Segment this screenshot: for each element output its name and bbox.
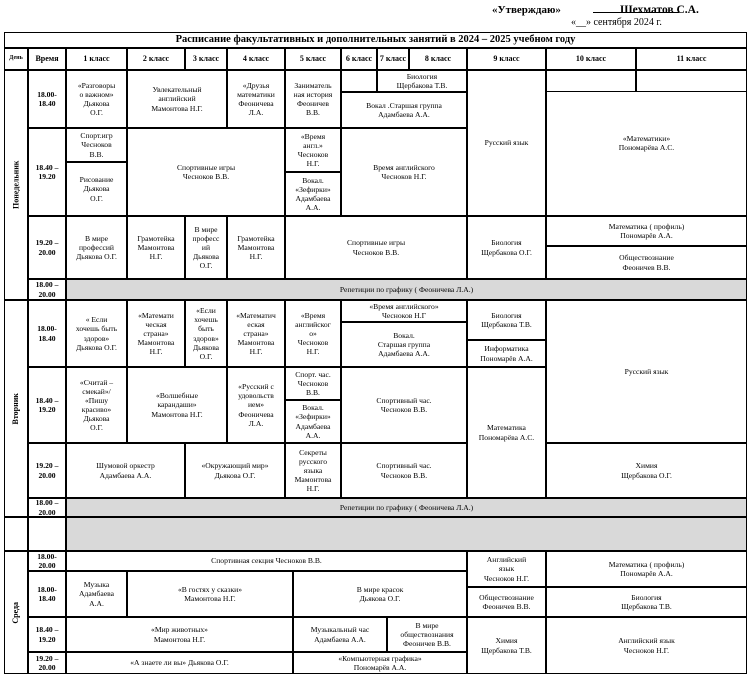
lesson-cell: «Окружающий мир» Дьякова О.Г. (185, 443, 285, 498)
empty-cell (4, 517, 28, 551)
col-header-class-8: 8 класс (409, 48, 467, 70)
col-header-time: Время (28, 48, 66, 70)
lesson-cell: Вокал. Старшая группа Адамбаева А.А. (341, 322, 467, 367)
lesson-cell: Музыка Адамбаева А.А. (66, 571, 127, 617)
empty-cell (636, 70, 747, 92)
lesson-cell: Спортивные игры Чесноков В.В. (127, 128, 285, 216)
approval-date: «__» сентября 2024 г. (571, 17, 662, 28)
empty-cell (341, 70, 377, 92)
lesson-cell: Рисование Дьякова О.Г. (66, 162, 127, 216)
time-slot: 18.00 – 20.00 (28, 279, 66, 300)
lesson-cell: Грамотейка Мамонтова Н.Г. (127, 216, 185, 279)
time-slot: 19.20 – 20.00 (28, 443, 66, 498)
lesson-cell: Спортивная секция Чесноков В.В. (66, 551, 467, 571)
lesson-cell: Спортивный час. Чесноков В.В. (341, 367, 467, 443)
rehearsal-row: Репетиции по графику ( Феоничева Л.А.) (66, 498, 747, 517)
lesson-cell: «Считай – смекай»/ «Пишу красиво» Дьякова О.Г. (66, 367, 127, 443)
col-header-class-3: 3 класс (185, 48, 227, 70)
day-wednesday-label: Среда (11, 601, 21, 624)
lesson-cell: Время английского Чесноков Н.Г. (341, 128, 467, 216)
day-monday (4, 70, 28, 300)
lesson-cell: Вокал .Старшая группа Адамбаева А.А. (341, 92, 467, 128)
lesson-cell: Информатика Пономарёв А.А. (467, 340, 546, 367)
lesson-cell: В мире профессий Дьякова О.Г. (66, 216, 127, 279)
lesson-cell: «Время английског о» Чесноков Н.Г. (285, 300, 341, 367)
lesson-cell: Русский язык (546, 300, 747, 443)
lesson-cell: Увлекательный английский Мамонтова Н.Г. (127, 70, 227, 128)
lesson-cell: Английский язык Чесноков Н.Г. (467, 551, 546, 587)
lesson-cell: «Русский с удовольств ием» Феоничева Л.А. (227, 367, 285, 443)
lesson-cell: Математика ( профиль) Пономарёв А.А. (546, 551, 747, 587)
col-header-class-6: 6 класс (341, 48, 377, 70)
col-header-class-1: 1 класс (66, 48, 127, 70)
col-header-day: День (4, 48, 28, 70)
lesson-cell: Биология Щербакова Т.В. (546, 587, 747, 617)
empty-gray-row (66, 517, 747, 551)
lesson-cell: «Математи ческая страна» Мамонтова Н.Г. (127, 300, 185, 367)
day-monday-label: Понедельник (11, 160, 21, 210)
time-slot: 18.40 – 19.20 (28, 367, 66, 443)
lesson-cell: Спорт. час. Чесноков В.В. (285, 367, 341, 400)
lesson-cell: В мире професс ий Дьякова О.Г. (185, 216, 227, 279)
lesson-cell: «Компьютерная графика» Пономарёв А.А. (293, 652, 467, 674)
lesson-cell: Вокал. «Зефирки» Адамбаева А.А. (285, 172, 341, 216)
lesson-cell: В мире обществознания Феоничев В.В. (387, 617, 467, 652)
time-slot: 18.00- 20.00 (28, 551, 66, 571)
lesson-cell: «Друзья математики Феоничева Л.А. (227, 70, 285, 128)
approver-name: Шехматов С.А. (620, 4, 699, 16)
lesson-cell: Шумовой оркестр Адамбаева А.А. (66, 443, 185, 498)
lesson-cell: Биология Щербакова Т.В. (467, 300, 546, 340)
col-header-class-7: 7 класс (377, 48, 409, 70)
day-wednesday (4, 551, 28, 674)
lesson-cell: Музыкальный час Адамбаева А.А. (293, 617, 387, 652)
lesson-cell: Секреты русского языка Мамонтова Н.Г. (285, 443, 341, 498)
rehearsal-row: Репетиции по графику ( Феоничева Л.А.) (66, 279, 747, 300)
col-header-class-11: 11 класс (636, 48, 747, 70)
empty-cell (28, 517, 66, 551)
lesson-cell: Математика Пономарёва А.С. (467, 367, 546, 498)
col-header-class-5: 5 класс (285, 48, 341, 70)
time-slot: 18.00- 18.40 (28, 571, 66, 617)
approval-header (0, 0, 750, 32)
day-tuesday (4, 300, 28, 517)
lesson-cell: «Разговоры о важном» Дьякова О.Г. (66, 70, 127, 128)
lesson-cell: Химия Щербакова О.Г. (546, 443, 747, 498)
lesson-cell: Обществознание Феоничев В.В. (467, 587, 546, 617)
time-slot: 18.00- 18.40 (28, 300, 66, 367)
time-slot: 19.20 – 20.00 (28, 216, 66, 279)
lesson-cell: Спортивные игры Чесноков В.В. (285, 216, 467, 279)
col-header-class-9: 9 класс (467, 48, 546, 70)
table-title: Расписание факультативных и дополнительных занятий в 2024 – 2025 учебном году (4, 32, 747, 48)
lesson-cell: Английский язык Чесноков Н.Г. (546, 617, 747, 674)
lesson-cell: « Если хочешь быть здоров» Дьякова О.Г. (66, 300, 127, 367)
empty-cell (546, 70, 636, 92)
time-slot: 18.40 – 19.20 (28, 128, 66, 216)
time-slot: 19.20 – 20.00 (28, 652, 66, 674)
lesson-cell: Грамотейка Мамонтова Н.Г. (227, 216, 285, 279)
lesson-cell: «Математич еская страна» Мамонтова Н.Г. (227, 300, 285, 367)
time-slot: 18.00 – 20.00 (28, 498, 66, 517)
lesson-cell: «Время англ.» Чесноков Н.Г. (285, 128, 341, 172)
lesson-cell: «В гостях у сказки» Мамонтова Н.Г. (127, 571, 293, 617)
time-slot: 18.00- 18.40 (28, 70, 66, 128)
lesson-cell: Спортивный час. Чесноков В.В. (341, 443, 467, 498)
lesson-cell: Заниматель ная история Феоничев В.В. (285, 70, 341, 128)
lesson-cell: Спорт.игр Чесноков В.В. (66, 128, 127, 162)
lesson-cell: Математика ( профиль) Пономарёв А.А. (546, 216, 747, 246)
lesson-cell: Химия Щербакова Т.В. (467, 617, 546, 674)
col-header-class-10: 10 класс (546, 48, 636, 70)
lesson-cell: «Время английского» Чесноков Н.Г (341, 300, 467, 322)
approve-label: «Утверждаю» (492, 4, 561, 16)
lesson-cell: «Если хочешь быть здоров» Дьякова О.Г. (185, 300, 227, 367)
col-header-class-4: 4 класс (227, 48, 285, 70)
lesson-cell: Биология Щербакова О.Г. (467, 216, 546, 279)
lesson-cell: В мире красок Дьякова О.Г. (293, 571, 467, 617)
lesson-cell: Русский язык (467, 70, 546, 216)
lesson-cell: Биология Щербакова Т.В. (377, 70, 467, 92)
lesson-cell: «Математики» Пономарёва А.С. (618, 133, 675, 152)
lesson-cell: Вокал. «Зефирки» Адамбаева А.А. (285, 400, 341, 443)
day-tuesday-label: Вторник (11, 392, 21, 425)
time-slot: 18.40 – 19.20 (28, 617, 66, 652)
lesson-cell: «Мир животных» Мамонтова Н.Г. (66, 617, 293, 652)
lesson-cell: «А знаете ли вы» Дьякова О.Г. (66, 652, 293, 674)
lesson-cell: Обществознание Феоничев В.В. (546, 246, 747, 279)
lesson-cell: «Волшебные карандаши» Мамонтова Н.Г. (127, 367, 227, 443)
col-header-class-2: 2 класс (127, 48, 185, 70)
